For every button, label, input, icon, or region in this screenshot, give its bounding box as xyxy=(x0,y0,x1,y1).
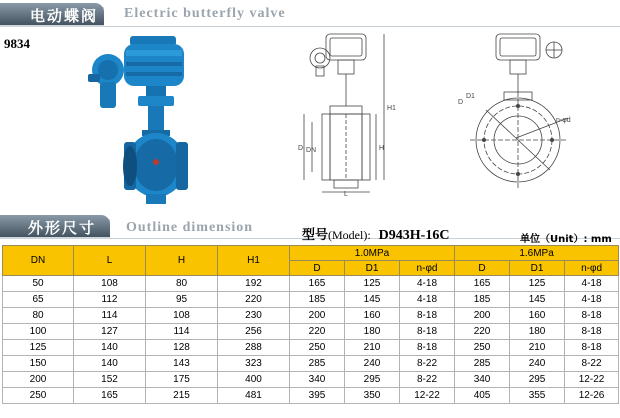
table-cell: 400 xyxy=(218,372,290,388)
table-cell: 127 xyxy=(74,324,146,340)
table-cell: 150 xyxy=(3,356,74,372)
table-cell: 210 xyxy=(345,340,400,356)
table-row xyxy=(3,308,619,324)
table-cell: 125 xyxy=(345,276,400,292)
front-elevation-drawing xyxy=(456,30,580,195)
table-cell: 4-18 xyxy=(565,292,619,308)
table-cell: 152 xyxy=(74,372,146,388)
table-cell: 165 xyxy=(74,388,146,404)
col-header-dn: DN xyxy=(3,246,74,276)
dim-label-dn: DN xyxy=(306,147,317,154)
table-cell: 8-18 xyxy=(565,308,619,324)
table-row xyxy=(3,356,619,372)
group-header-1-0mpa: 1.0MPa xyxy=(290,246,455,261)
table-cell: 200 xyxy=(455,308,510,324)
model-number: 9834 xyxy=(4,36,30,51)
section-header-product xyxy=(0,0,620,28)
table-cell: 220 xyxy=(455,324,510,340)
table-cell: 140 xyxy=(74,356,146,372)
table-cell: 100 xyxy=(3,324,74,340)
table-cell: 8-18 xyxy=(400,308,455,324)
table-cell: 210 xyxy=(510,340,565,356)
table-cell: 230 xyxy=(218,308,290,324)
table-cell: 165 xyxy=(290,276,345,292)
dim-label-d: D xyxy=(298,145,304,152)
table-cell: 323 xyxy=(218,356,290,372)
table-cell: 165 xyxy=(455,276,510,292)
table-cell: 108 xyxy=(146,308,218,324)
table-cell: 220 xyxy=(218,292,290,308)
table-cell: 114 xyxy=(74,308,146,324)
dim-label-nd: n-φd xyxy=(556,117,571,124)
model-label-en: (Model): xyxy=(328,228,371,242)
table-row xyxy=(3,324,619,340)
table-cell: 128 xyxy=(146,340,218,356)
table-cell: 185 xyxy=(290,292,345,308)
table-cell: 340 xyxy=(290,372,345,388)
table-cell: 8-18 xyxy=(400,340,455,356)
subcol-nd: n-φd xyxy=(400,261,455,276)
subcol-d1: D1 xyxy=(510,261,565,276)
table-cell: 355 xyxy=(510,388,565,404)
col-header-l: L xyxy=(74,246,146,276)
section-title-cn: 外形尺寸 xyxy=(28,219,97,237)
col-header-h: H xyxy=(146,246,218,276)
table-cell: 285 xyxy=(290,356,345,372)
table-cell: 160 xyxy=(510,308,565,324)
unit-label: 单位（Unit）: mm xyxy=(520,234,612,245)
table-cell: 295 xyxy=(345,372,400,388)
table-cell: 192 xyxy=(218,276,290,292)
table-cell: 95 xyxy=(146,292,218,308)
table-cell: 180 xyxy=(510,324,565,340)
dim-label-h: H xyxy=(379,145,385,152)
table-cell: 8-22 xyxy=(400,356,455,372)
table-cell: 112 xyxy=(74,292,146,308)
table-cell: 185 xyxy=(455,292,510,308)
table-cell: 114 xyxy=(146,324,218,340)
table-cell: 240 xyxy=(345,356,400,372)
dim-label-d1: D1 xyxy=(466,93,475,100)
table-cell: 8-22 xyxy=(400,372,455,388)
table-row xyxy=(3,292,619,308)
section-title-en: Outline dimension xyxy=(126,220,254,235)
table-cell: 8-22 xyxy=(565,356,619,372)
table-cell: 50 xyxy=(3,276,74,292)
table-cell: 145 xyxy=(345,292,400,308)
side-elevation-drawing xyxy=(290,30,410,198)
dim-label-l: L xyxy=(344,191,348,198)
table-cell: 12-26 xyxy=(565,388,619,404)
table-cell: 405 xyxy=(455,388,510,404)
table-cell: 256 xyxy=(218,324,290,340)
dim-label-h1: H1 xyxy=(387,105,396,112)
table-cell: 12-22 xyxy=(565,372,619,388)
table-cell: 295 xyxy=(510,372,565,388)
table-cell: 4-18 xyxy=(565,276,619,292)
table-row xyxy=(3,372,619,388)
table-cell: 340 xyxy=(455,372,510,388)
table-row xyxy=(3,340,619,356)
table-row xyxy=(3,388,619,404)
table-cell: 200 xyxy=(3,372,74,388)
table-cell: 215 xyxy=(146,388,218,404)
product-title-cn: 电动蝶阀 xyxy=(30,7,99,25)
product-title-en: Electric butterfly valve xyxy=(124,6,286,21)
table-cell: 250 xyxy=(290,340,345,356)
table-cell: 285 xyxy=(455,356,510,372)
table-body xyxy=(3,276,619,404)
dim-label-d-front: D xyxy=(458,99,464,106)
subcol-d1: D1 xyxy=(345,261,400,276)
table-cell: 481 xyxy=(218,388,290,404)
header-tab xyxy=(0,3,104,25)
group-header-1-6mpa: 1.6MPa xyxy=(455,246,619,261)
dimension-table xyxy=(2,245,619,404)
header-tab xyxy=(0,215,110,237)
table-cell: 288 xyxy=(218,340,290,356)
table-cell: 143 xyxy=(146,356,218,372)
table-cell: 4-18 xyxy=(400,276,455,292)
table-cell: 350 xyxy=(345,388,400,404)
model-label: 型号 xyxy=(302,228,329,243)
table-cell: 175 xyxy=(146,372,218,388)
header-divider xyxy=(104,26,620,27)
table-cell: 12-22 xyxy=(400,388,455,404)
table-cell: 8-18 xyxy=(565,324,619,340)
table-cell: 125 xyxy=(510,276,565,292)
table-cell: 240 xyxy=(510,356,565,372)
model-line xyxy=(302,224,449,244)
table-cell: 220 xyxy=(290,324,345,340)
col-header-h1: H1 xyxy=(218,246,290,276)
valve-photo xyxy=(86,30,200,208)
table-cell: 395 xyxy=(290,388,345,404)
table-cell: 250 xyxy=(3,388,74,404)
table-cell: 125 xyxy=(3,340,74,356)
subcol-d: D xyxy=(455,261,510,276)
model-value: D943H-16C xyxy=(378,228,450,243)
table-cell: 65 xyxy=(3,292,74,308)
table-cell: 8-18 xyxy=(565,340,619,356)
subcol-nd: n-φd xyxy=(565,261,619,276)
table-cell: 108 xyxy=(74,276,146,292)
table-row xyxy=(3,276,619,292)
table-cell: 145 xyxy=(510,292,565,308)
table-cell: 160 xyxy=(345,308,400,324)
table-cell: 200 xyxy=(290,308,345,324)
table-cell: 140 xyxy=(74,340,146,356)
table-cell: 180 xyxy=(345,324,400,340)
table-cell: 80 xyxy=(3,308,74,324)
table-cell: 80 xyxy=(146,276,218,292)
subcol-d: D xyxy=(290,261,345,276)
table-cell: 4-18 xyxy=(400,292,455,308)
table-cell: 250 xyxy=(455,340,510,356)
table-cell: 8-18 xyxy=(400,324,455,340)
